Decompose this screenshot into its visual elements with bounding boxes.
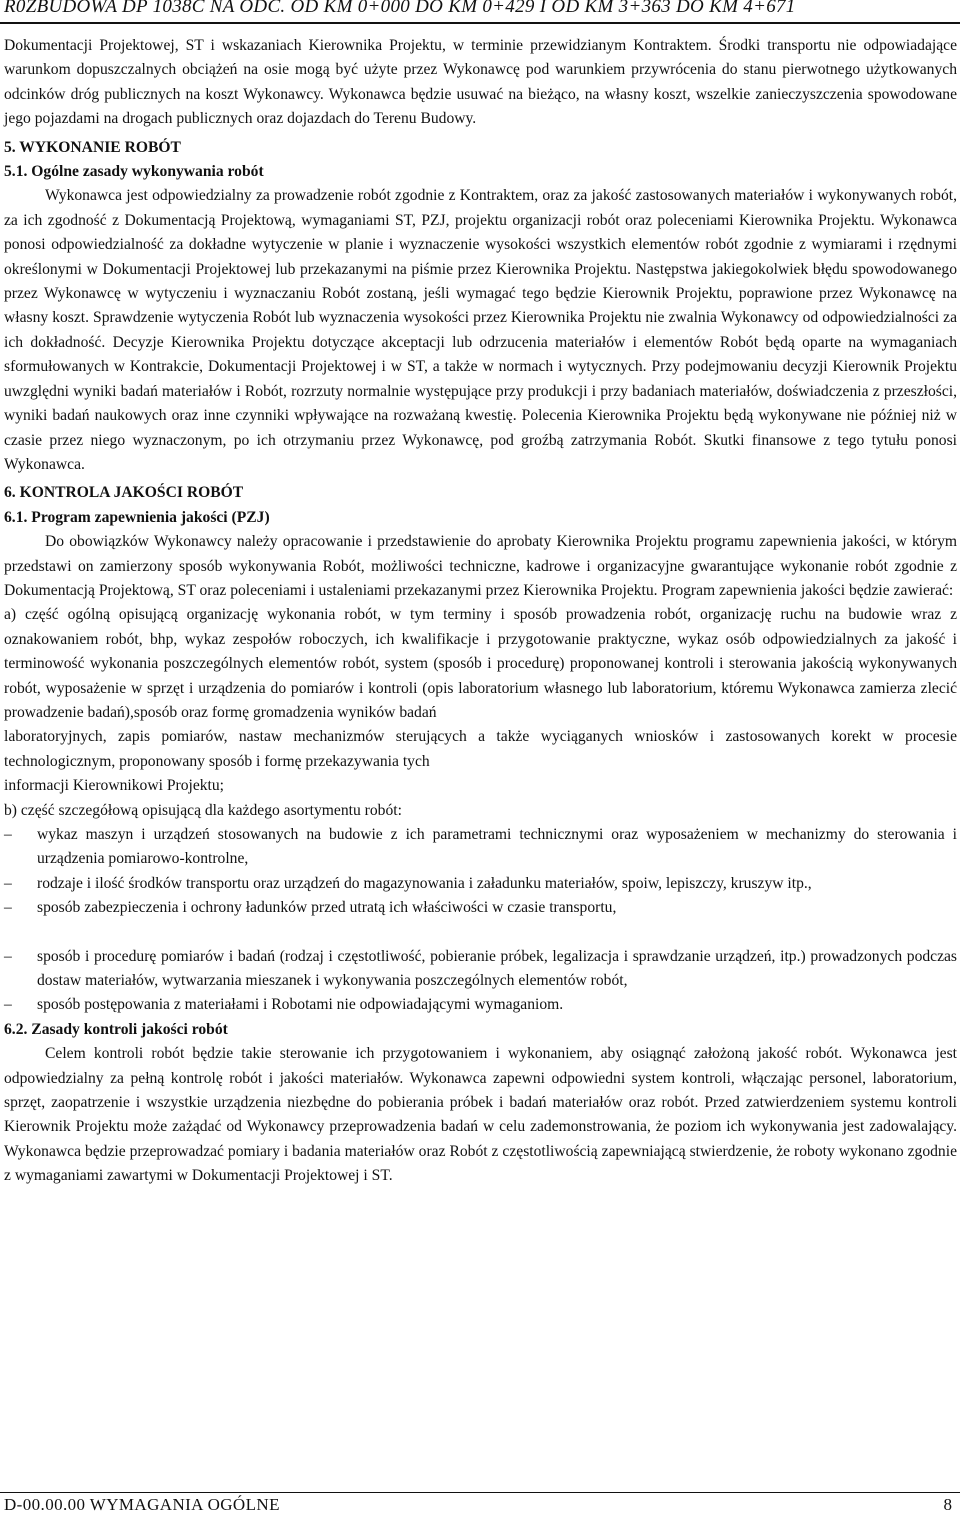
page-content: [4, 34, 957, 1189]
section-6-1-heading: 6.1. Program zapewnienia jakości (PZJ): [4, 508, 270, 526]
list-item-text: wykaz maszyn i urządzeń stosowanych na budowie z ich parametrami technicznymi oraz wyposażeniem w mechanizmy do sterowania i urządzenia pomiarowo-kontrolne,: [37, 826, 957, 868]
section-6-2-heading: 6.2. Zasady kontroli jakości robót: [4, 1020, 228, 1038]
dash-bullet: –: [4, 947, 12, 965]
dash-bullet: –: [4, 826, 12, 843]
list-item: [4, 945, 957, 994]
list-item-text: sposób postępowania z materiałami i Robotami nie odpowiadającymi wymaganiom.: [37, 996, 564, 1014]
item-a-continuation-1: laboratoryjnych, zapis pomiarów, nastaw mechanizmów sterujących a także wyciąganych wniosków i zastosowanych korekt w procesie technologicznym, proponowany sposób i formę przekazywania tych: [4, 728, 957, 770]
running-header: [0, 0, 960, 22]
dash-bullet: –: [4, 874, 12, 892]
list-item-text: rodzaje i ilość środków transportu oraz urządzeń do magazynowania i załadunku materiałów, spoiw, lepiszczy, kruszyw itp.,: [37, 874, 812, 892]
list-item: [4, 872, 957, 896]
section-6-heading: 6. KONTROLA JAKOŚCI ROBÓT: [4, 484, 244, 502]
page-footer: [0, 1492, 960, 1518]
dash-list: [4, 823, 957, 1018]
section-5-heading: 5. WYKONANIE ROBÓT: [4, 138, 181, 156]
list-item: [4, 823, 957, 872]
intro-paragraph: Dokumentacji Projektowej, ST i wskazaniach Kierownika Projektu, w terminie przewidzianym Kontraktem. Środki transportu nie odpowiadające warunkom dopuszczalnych obciążeń na osie mogą być użyte przez Wykonawcę pod warunkiem przywrócenia do stanu pierwotnego użytkowanych odcinków dróg publicznych na koszt Wykonawcy. Wykonawca będzie usuwać na bieżąco, na własny koszt, wszelkie zanieczyszczenia spowodowane jego pojazdami na drogach publicznych oraz dojazdach do Terenu Budowy.: [4, 37, 957, 128]
dash-bullet: –: [4, 899, 12, 917]
section-6-2-paragraph: Celem kontroli robót będzie takie sterowanie ich przygotowaniem i wykonaniem, aby osiągnąć założoną jakość robót. Wykonawca jest odpowiedzialny za pełną kontrolę robót i jakości materiałów. Wykonawca zapewni odpowiedni system kontroli, włączając personel, laboratorium, sprzęt, zaopatrzenie i wszystkie urządzenia niezbędne do pobierania próbek i badań materiałów oraz robót. Przed zatwierdzeniem systemu kontroli Kierownik Projektu może zażądać od Wykonawcy przeprowadzenia badań w celu zademonstrowania, że poziom ich wykonywania jest zadowalający. Wykonawca będzie przeprowadzać pomiary i badania materiałów oraz Robót z częstotliwością zapewniającą stwierdzenie, że roboty wykonano zgodnie z wymaganiami zawartymi w Dokumentacji Projektowej i ST.: [4, 1045, 957, 1185]
list-item-text: sposób i procedurę pomiarów i badań (rodzaj i częstotliwość, pobieranie próbek, legalizacja i sprawdzanie urządzeń, itp.) prowadzonych podczas dostaw materiałów, wytwarzania mieszanek i wykonywania poszczególnych elementów robót,: [37, 947, 957, 990]
list-item-text: sposób zabezpieczenia i ochrony ładunków przed utratą ich właściwości w czasie transportu,: [37, 899, 617, 917]
dash-bullet: –: [4, 996, 12, 1014]
footer-rule: [0, 1492, 960, 1493]
section-6-1-paragraph: Do obowiązków Wykonawcy należy opracowanie i przedstawienie do aprobaty Kierownika Projektu programu zapewnienia jakości, w którym przedstawi on zamierzony sposób wykonywania Robót, możliwości techniczne, kadrowe i organizacyjne gwarantujące wykonanie robót zgodnie z Dokumentacją Projektową, ST oraz poleceniami i ustaleniami przekazanymi przez Kierownika Projektu. Program zapewnienia jakości będzie zawierać:: [4, 533, 957, 599]
item-a-continuation-2: informacji Kierownikowi Projektu;: [4, 777, 225, 795]
header-title: R0ZBUDOWA DP 1038C NA ODC. OD KM 0+000 DO KM 0+429 I OD KM 3+363 DO KM 4+671: [4, 0, 796, 17]
section-5-1-heading: 5.1. Ogólne zasady wykonywania robót: [4, 163, 264, 181]
footer-document-code: D-00.00.00 WYMAGANIA OGÓLNE: [4, 1495, 280, 1514]
header-rule: [0, 22, 960, 24]
section-5-1-paragraph: Wykonawca jest odpowiedzialny za prowadzenie robót zgodnie z Kontraktem, oraz za jakość zastosowanych materiałów i wykonywanych robót, za ich zgodność z Dokumentacją Projektową, wymaganiami ST, PZJ, projektu organizacji robót oraz poleceniami Kierownika Projektu. Wykonawca ponosi odpowiedzialność za dokładne wytyczenie w planie i wyznaczenie wysokości wszystkich elementów robót zgodnie z wymiarami i rzędnymi określonymi w Dokumentacji Projektowej lub przekazanymi na piśmie przez Kierownika Projektu. Następstwa jakiegokolwiek błędu spowodowanego przez Wykonawcę w wytyczeniu i wyznaczaniu Robót zostaną, jeśli wymagać tego będzie Kierownik Projektu, poprawione przez Wykonawcę na własny koszt. Sprawdzenie wytyczenia Robót lub wyznaczenia wysokości przez Kierownika Projektu nie zwalnia Wykonawcy od odpowiedzialności za ich dokładność. Decyzje Kierownika Projektu dotyczące akceptacji lub odrzucenia materiałów i elementów Robót będą oparte na wymaganiach sformułowanych w Kontrakcie, Dokumentacji Projektowej i w ST, a także w normach i wytycznych. Przy podejmowaniu decyzji Kierownik Projektu uwzględni wyniki badań materiałów i Robót, rozrzuty normalnie występujące przy produkcji i przy badaniach materiałów, doświadczenia z przeszłości, wyniki badań naukowych oraz inne czynniki wpływające na rozważaną kwestię. Polecenia Kierownika Projektu będą wykonywane nie później niż w czasie przez niego wyznaczonym, po ich otrzymaniu przez Wykonawcę, pod groźbą zatrzymania Robót. Skutki finansowe z tego tytułu ponosi Wykonawca.: [4, 187, 957, 473]
list-item: [4, 993, 957, 1017]
item-a: a) część ogólną opisującą organizację wykonania robót, w tym terminy i sposób prowadzenia robót, organizację ruchu na budowie wraz z oznakowaniem robót, bhp, wykaz zespołów roboczych, ich kwalifikacje i przygotowanie praktyczne, wykaz osób odpowiedzialnych za jakość i terminowość wykonania poszczególnych elementów robót, system (sposób i procedurę) proponowanej kontroli i sterowania jakością wykonywanych robót, wyposażenie w sprzęt i urządzenia do pomiarów i kontroli (opis laboratorium własnego lub laboratorium, któremu Wykonawca zamierza zlecić prowadzenie badań),sposób oraz formę gromadzenia wyników badań: [4, 606, 957, 721]
page-number: 8: [943, 1495, 952, 1514]
list-item: [4, 896, 957, 920]
item-b: b) część szczegółową opisującą dla każdego asortymentu robót:: [4, 801, 402, 819]
